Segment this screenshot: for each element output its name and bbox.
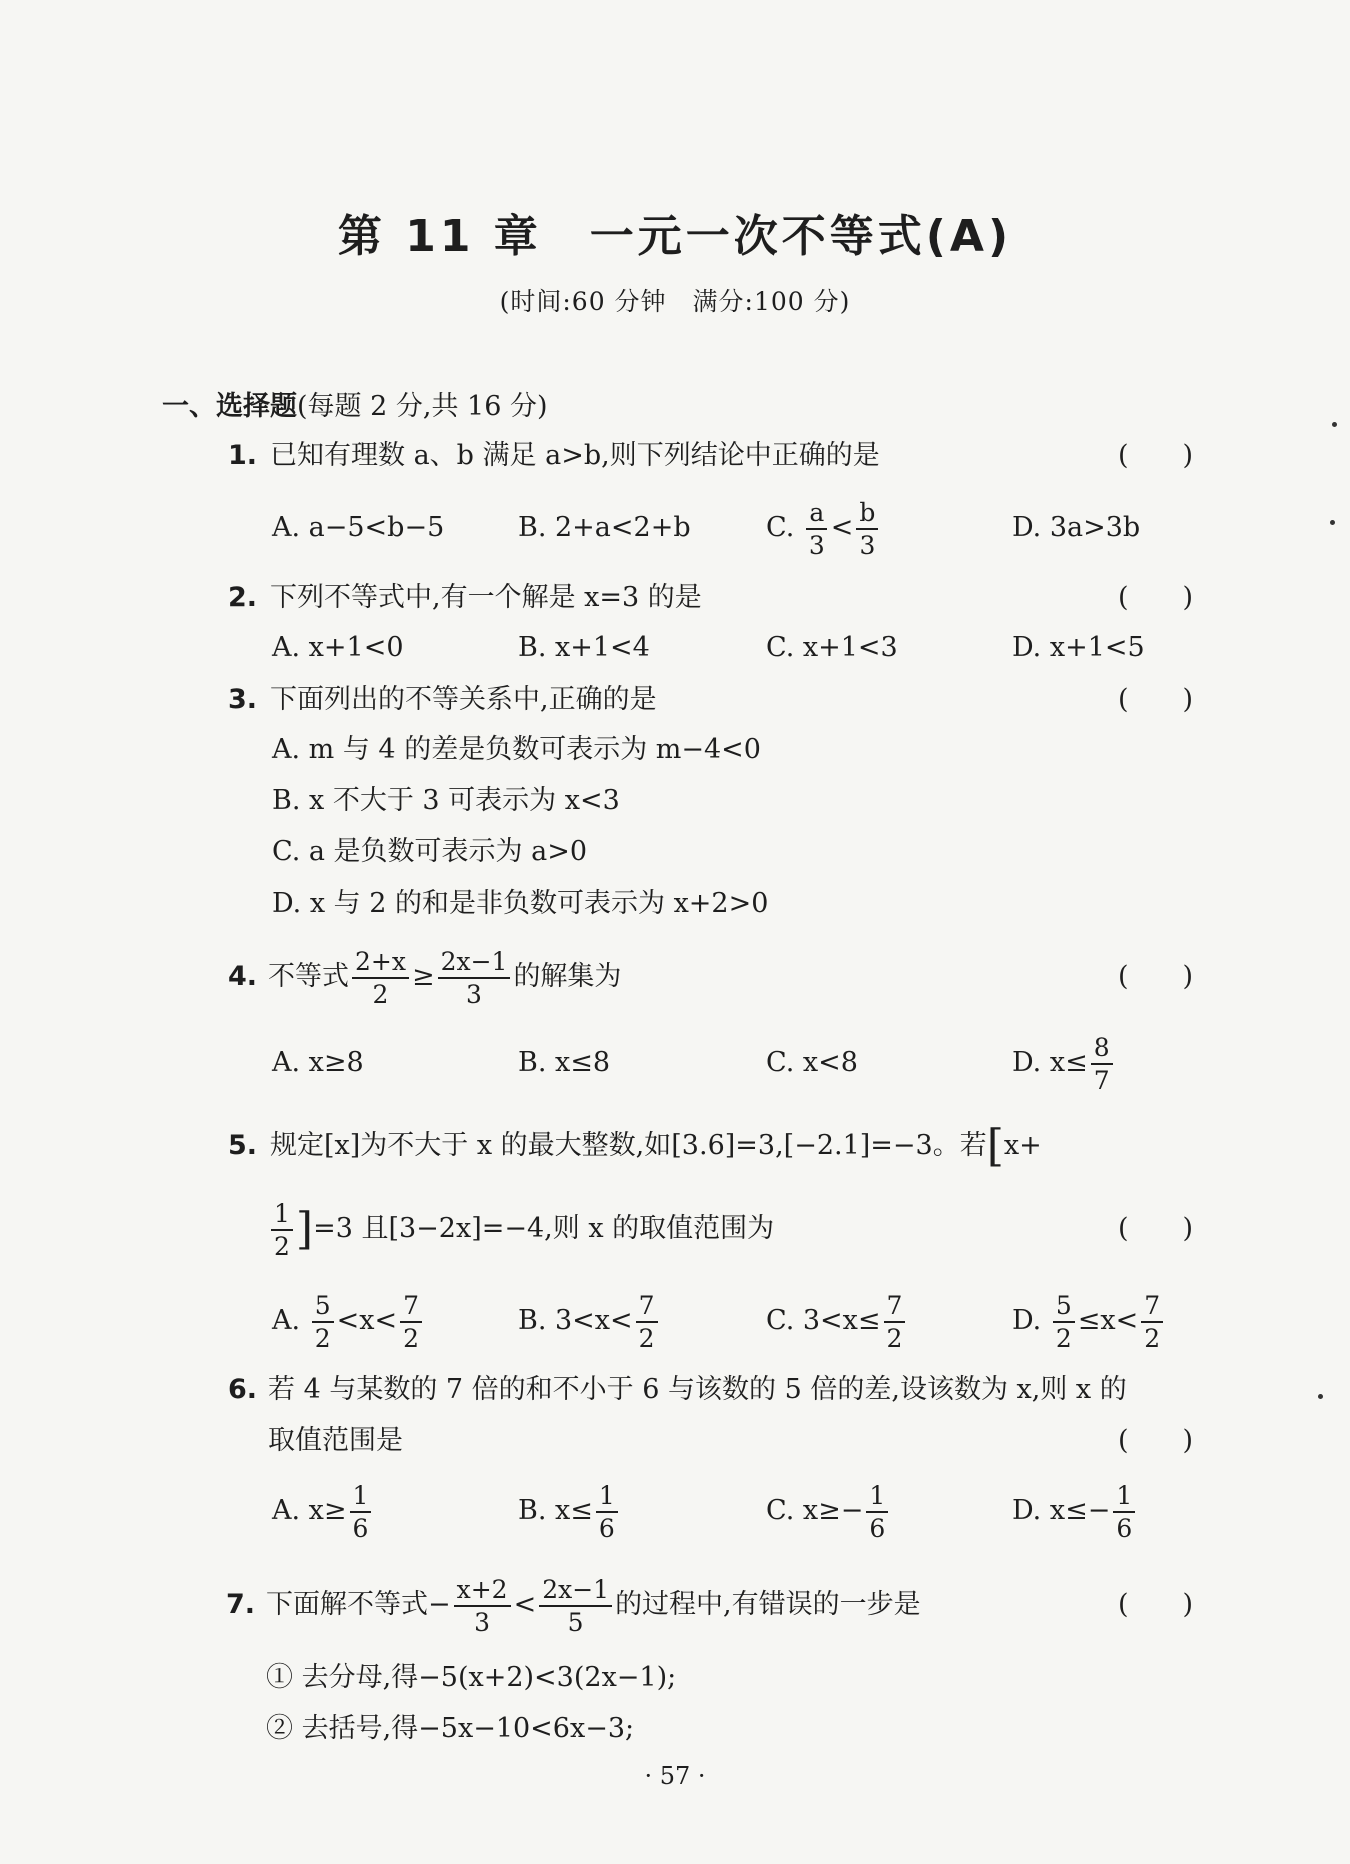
question-5: [0, 1118, 1350, 1174]
question-3: [0, 676, 1350, 724]
question-2: [0, 574, 1350, 622]
question-5-cont: [0, 1194, 1350, 1264]
option-d: [1012, 1286, 1166, 1356]
denominator: 3: [808, 530, 825, 560]
denominator: 5: [567, 1607, 584, 1637]
denominator: 2: [274, 1231, 290, 1261]
stem-text-2: =3 且[3−2x]=−4,则 x 的取值范围为: [313, 1213, 775, 1244]
fraction: [454, 1574, 511, 1637]
fraction: [1141, 1290, 1163, 1353]
stem-suffix: 的解集为: [513, 961, 622, 992]
denominator: 6: [869, 1513, 886, 1543]
numerator: 5: [1053, 1293, 1075, 1323]
scan-speck: [1332, 422, 1337, 427]
option-c: [766, 1476, 891, 1546]
question-6-cont: [0, 1417, 1350, 1465]
question-number: 7.: [226, 1589, 256, 1620]
option-d-prefix: D. x≤−: [1012, 1495, 1111, 1526]
geq-sign: ≥: [411, 961, 435, 992]
fraction: [539, 1574, 612, 1637]
question-stem: [266, 1570, 921, 1640]
fraction: [1091, 1032, 1113, 1095]
answer-paren: ( ): [1118, 1589, 1194, 1620]
option-d: D. 3a>3b: [1012, 512, 1141, 543]
fraction: [400, 1290, 422, 1353]
fraction: [636, 1290, 658, 1353]
option-d-mid: ≤x<: [1077, 1305, 1139, 1336]
option-a: [272, 1286, 425, 1356]
fraction: [1053, 1290, 1075, 1353]
question-stem-cont: [268, 1194, 774, 1264]
scan-speck: [1318, 1394, 1323, 1399]
numerator: x+2: [454, 1577, 511, 1607]
fraction: [438, 946, 511, 1009]
section-heading: [162, 384, 548, 423]
fraction: [312, 1290, 334, 1353]
fraction: [866, 1480, 888, 1543]
question-stem-cont: 取值范围是: [268, 1425, 403, 1456]
stem-x-plus: x+: [1003, 1130, 1042, 1161]
numerator: b: [856, 500, 878, 530]
question-number: 3.: [228, 684, 258, 715]
option-a: A. a−5<b−5: [272, 512, 445, 543]
question-stem: 若 4 与某数的 7 倍的和不小于 6 与该数的 5 倍的差,设该数为 x,则 x 的: [268, 1374, 1127, 1405]
answer-paren: ( ): [1118, 582, 1194, 613]
option-c: C. x<8: [766, 1047, 858, 1078]
numerator: 1: [350, 1483, 372, 1513]
numerator: 2+x: [352, 949, 409, 979]
fraction: [596, 1480, 618, 1543]
option-d: D. x 与 2 的和是非负数可表示为 x+2>0: [272, 888, 769, 919]
option-b: [518, 1476, 621, 1546]
option-a-label: A.: [272, 1305, 301, 1336]
page-title: 第 11 章 一元一次不等式(A): [337, 211, 1013, 262]
question-5-options: [0, 1286, 1350, 1356]
answer-paren: ( ): [1118, 684, 1194, 715]
option-b-prefix: B. x≤: [518, 1495, 593, 1526]
question-1: [0, 432, 1350, 480]
fraction: [856, 497, 878, 560]
numerator: 7: [400, 1293, 422, 1323]
numerator: 1: [271, 1201, 293, 1231]
option-b: B. x 不大于 3 可表示为 x<3: [272, 785, 620, 816]
denominator: 3: [474, 1607, 491, 1637]
numerator: 7: [1141, 1293, 1163, 1323]
denominator: 2: [1144, 1323, 1161, 1353]
step-2: ② 去括号,得−5x−10<6x−3;: [266, 1713, 635, 1744]
scan-speck: [1330, 520, 1335, 525]
option-c-prefix: C. x≥−: [766, 1495, 864, 1526]
denominator: 2: [886, 1323, 903, 1353]
question-7-step-2: [0, 1705, 1350, 1753]
question-6-options: [0, 1476, 1350, 1546]
option-a-prefix: A. x≥: [272, 1495, 347, 1526]
option-d-prefix: D. x≤: [1012, 1047, 1088, 1078]
fraction: [271, 1198, 293, 1261]
question-4: [0, 944, 1350, 1010]
exam-info: (时间:60 分钟 满分:100 分): [499, 287, 851, 316]
stem-text: 规定[x]为不大于 x 的最大整数,如[3.6]=3,[−2.1]=−3。若: [270, 1130, 987, 1161]
question-number: 5.: [228, 1130, 258, 1161]
option-c: [766, 496, 881, 560]
option-a: [272, 1476, 374, 1546]
numerator: 7: [884, 1293, 906, 1323]
question-number: 1.: [228, 440, 258, 471]
question-4-options: [0, 1030, 1350, 1096]
question-6: [0, 1366, 1350, 1414]
question-7: [0, 1570, 1350, 1640]
denominator: 2: [1055, 1323, 1072, 1353]
fraction: [350, 1480, 372, 1543]
question-7-step-1: [0, 1654, 1350, 1702]
option-d: [1012, 1476, 1138, 1546]
question-number: 4.: [228, 961, 258, 992]
question-stem: 下面列出的不等关系中,正确的是: [270, 684, 657, 715]
numerator: 1: [866, 1483, 888, 1513]
option-d: D. x+1<5: [1012, 632, 1145, 663]
option-c: [766, 1286, 908, 1356]
section-label: 一、选择题: [162, 391, 297, 422]
option-c-prefix: C. 3<x≤: [766, 1305, 881, 1336]
numerator: a: [806, 500, 827, 530]
numerator: 2x−1: [539, 1577, 612, 1607]
denominator: 6: [1116, 1513, 1133, 1543]
page-number: · 57 ·: [644, 1762, 706, 1790]
answer-paren: ( ): [1118, 1213, 1194, 1244]
denominator: 6: [598, 1513, 615, 1543]
right-bracket: ]: [295, 1203, 314, 1255]
stem-suffix: 的过程中,有错误的一步是: [615, 1589, 921, 1620]
denominator: 6: [352, 1513, 369, 1543]
question-1-options: [0, 496, 1350, 560]
option-d: [1012, 1030, 1116, 1096]
denominator: 3: [859, 530, 876, 560]
option-c-label: C.: [766, 512, 795, 543]
denominator: 2: [314, 1323, 331, 1353]
denominator: 2: [372, 979, 389, 1009]
fraction: [806, 497, 828, 560]
question-3-option-a: [0, 726, 1350, 774]
numerator: 7: [636, 1293, 658, 1323]
option-a: A. x≥8: [272, 1047, 364, 1078]
less-than: <: [830, 512, 854, 543]
denominator: 7: [1093, 1065, 1110, 1095]
option-d-label: D.: [1012, 1305, 1042, 1336]
option-b: [518, 1286, 661, 1356]
fraction: [1113, 1480, 1135, 1543]
question-stem: [268, 944, 621, 1010]
option-c: C. a 是负数可表示为 a>0: [272, 836, 588, 867]
fraction: [352, 946, 409, 1009]
less-than: <: [513, 1589, 537, 1620]
question-3-option-b: [0, 777, 1350, 825]
left-bracket: [: [986, 1120, 1004, 1172]
question-number: 6.: [228, 1374, 258, 1405]
numerator: 2x−1: [438, 949, 511, 979]
option-b: B. x≤8: [518, 1047, 611, 1078]
section-note: (每题 2 分,共 16 分): [297, 391, 548, 422]
question-3-option-d: [0, 880, 1350, 928]
step-1: ① 去分母,得−5(x+2)<3(2x−1);: [266, 1662, 677, 1693]
question-3-option-c: [0, 828, 1350, 876]
stem-prefix: 下面解不等式−: [266, 1589, 451, 1620]
denominator: 2: [403, 1323, 419, 1353]
stem-prefix: 不等式: [268, 961, 349, 992]
numerator: 8: [1091, 1035, 1113, 1065]
question-2-options: [0, 624, 1350, 672]
numerator: 1: [596, 1483, 618, 1513]
denominator: 3: [466, 979, 482, 1009]
option-b: B. x+1<4: [518, 632, 650, 663]
option-a: A. m 与 4 的差是负数可表示为 m−4<0: [272, 734, 761, 765]
answer-paren: ( ): [1118, 440, 1194, 471]
question-stem: [270, 1118, 1042, 1174]
option-a: A. x+1<0: [272, 632, 404, 663]
option-c: C. x+1<3: [766, 632, 898, 663]
option-a-mid: <x<: [336, 1305, 398, 1336]
question-stem: 下列不等式中,有一个解是 x=3 的是: [270, 582, 702, 613]
numerator: 1: [1113, 1483, 1135, 1513]
question-number: 2.: [228, 582, 258, 613]
answer-paren: ( ): [1118, 961, 1194, 992]
option-b-prefix: B. 3<x<: [518, 1305, 633, 1336]
fraction: [884, 1290, 906, 1353]
numerator: 5: [312, 1293, 334, 1323]
option-b: B. 2+a<2+b: [518, 512, 691, 543]
answer-paren: ( ): [1118, 1425, 1194, 1456]
denominator: 2: [638, 1323, 655, 1353]
question-stem: 已知有理数 a、b 满足 a>b,则下列结论中正确的是: [270, 440, 880, 471]
